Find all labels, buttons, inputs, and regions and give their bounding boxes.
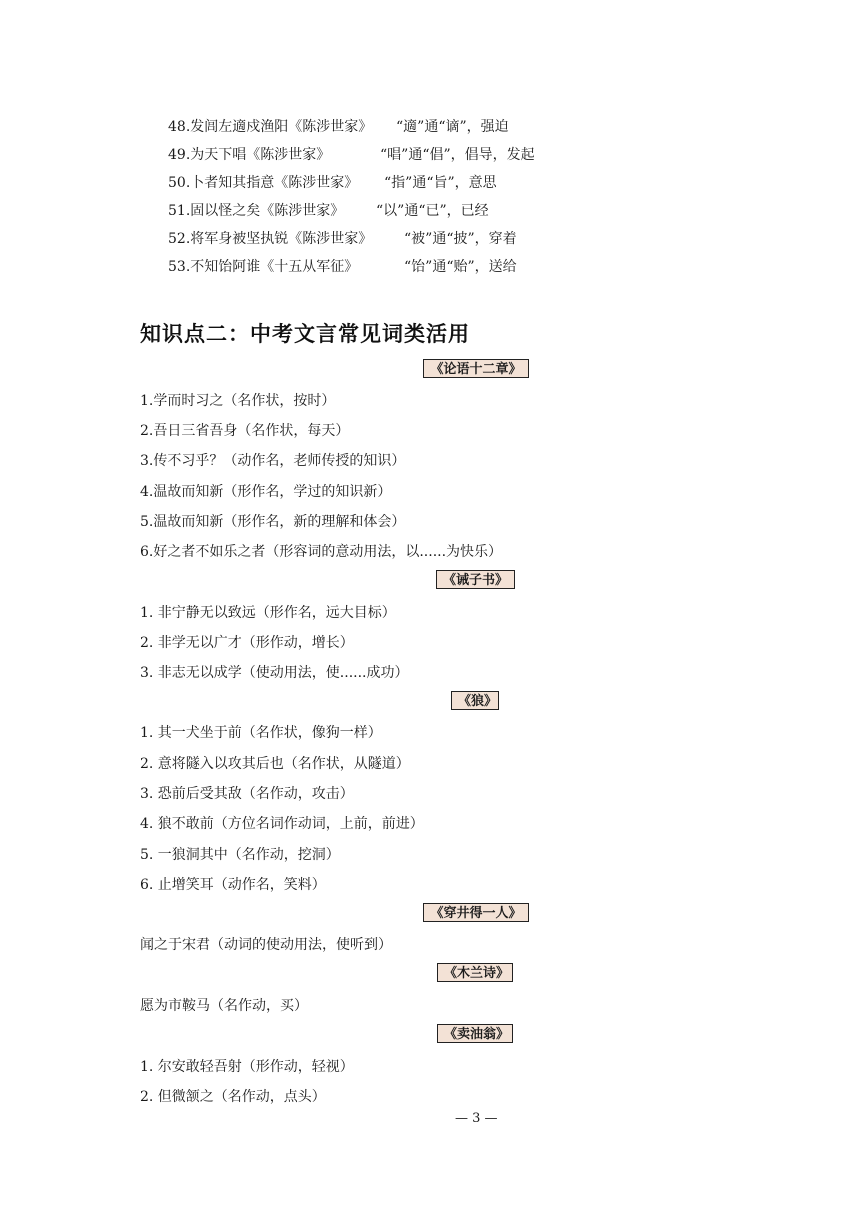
section-title-box: 《木兰诗》 — [437, 963, 513, 982]
list-item: 愿为市鞍马（名作动，买） — [140, 998, 308, 1014]
list-item: 1. 尔安敢轻吾射（形作动，轻视） — [140, 1059, 354, 1075]
tongjia-phrase: 48.发闾左適戍渔阳《陈涉世家》 — [168, 119, 373, 135]
section-title-box: 《穿井得一人》 — [423, 903, 529, 922]
list-item: 闻之于宋君（动词的使动用法，使听到） — [140, 937, 392, 953]
list-item: 3. 恐前后受其敌（名作动，攻击） — [140, 786, 354, 802]
list-item: 3.传不习乎？（动作名，老师传授的知识） — [140, 453, 406, 469]
tongjia-explain: “指”通“旨”，意思 — [384, 175, 497, 191]
tongjia-phrase: 52.将军身被坚执锐《陈涉世家》 — [168, 231, 373, 247]
list-item: 5.温故而知新（形作名，新的理解和体会） — [140, 514, 406, 530]
page-number: — 3 — — [455, 1111, 498, 1126]
section-title-box: 《狼》 — [451, 691, 499, 710]
list-item: 2. 但微颔之（名作动，点头） — [140, 1089, 326, 1105]
list-item: 1. 非宁静无以致远（形作名，远大目标） — [140, 605, 396, 621]
tongjia-phrase: 51.固以怪之矣《陈涉世家》 — [168, 203, 345, 219]
list-item: 3. 非志无以成学（使动用法，使......成功） — [140, 665, 409, 681]
list-item: 5. 一狼洞其中（名作动，挖洞） — [140, 847, 340, 863]
section-title-box: 《卖油翁》 — [437, 1024, 513, 1043]
list-item: 1. 其一犬坐于前（名作状，像狗一样） — [140, 725, 382, 741]
tongjia-explain: “適”通“谪”，强迫 — [396, 119, 509, 135]
list-item: 4.温故而知新（形作名，学过的知识新） — [140, 484, 392, 500]
list-item: 4. 狼不敢前（方位名词作动词，上前，前进） — [140, 816, 424, 832]
list-item: 2.吾日三省吾身（名作状，每天） — [140, 423, 350, 439]
tongjia-phrase: 49.为天下唱《陈涉世家》 — [168, 147, 331, 163]
list-item: 2. 意将隧入以攻其后也（名作状，从隧道） — [140, 756, 410, 772]
section-title-box: 《论语十二章》 — [423, 359, 529, 378]
list-item: 6. 止增笑耳（动作名，笑料） — [140, 877, 326, 893]
tongjia-phrase: 50.卜者知其指意《陈涉世家》 — [168, 175, 359, 191]
tongjia-explain: “饴”通“贻”，送给 — [404, 259, 517, 275]
section-heading: 知识点二：中考文言常见词类活用 — [140, 322, 470, 346]
tongjia-explain: “以”通“已”，已经 — [376, 203, 489, 219]
section-title-box: 《诫子书》 — [436, 570, 515, 589]
tongjia-explain: “被”通“披”，穿着 — [404, 231, 517, 247]
list-item: 1.学而时习之（名作状，按时） — [140, 393, 336, 409]
tongjia-explain: “唱”通“倡”，倡导，发起 — [380, 147, 535, 163]
tongjia-phrase: 53.不知饴阿谁《十五从军征》 — [168, 259, 359, 275]
list-item: 2. 非学无以广才（形作动，增长） — [140, 635, 354, 651]
list-item: 6.好之者不如乐之者（形容词的意动用法，以......为快乐） — [140, 544, 503, 560]
